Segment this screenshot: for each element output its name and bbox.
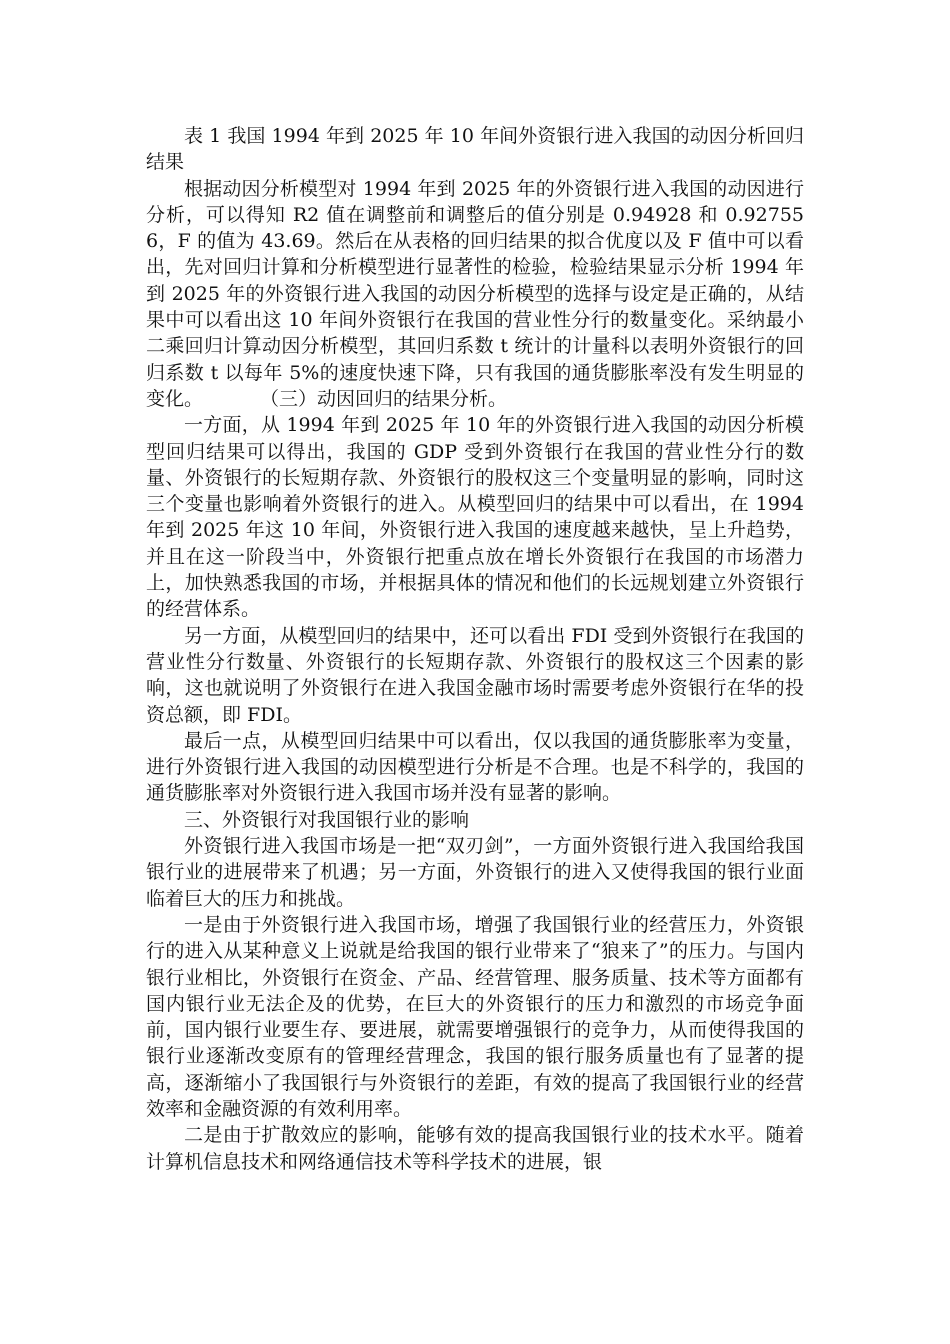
- paragraph-first-aspect: 一方面，从 1994 年到 2025 年 10 年的外资银行进入我国的动因分析模型回归结果可以得出，我国的 GDP 受到外资银行在我国的营业性分行的数量、外资银行的长短期存款、外资银行的股权这三个变量明显的影响，同时这三个变量也影响着外资银行的进入。从模型回归的结果中可以看出，在 1994 年到 2025 年这 10 年间，外资银行进入我国的速度越来越快，呈上升趋势，并且在这一阶段当中，外资银行把重点放在增长外资银行在我国的市场潜力上，加快熟悉我国的市场，并根据具体的情况和他们的长远规划建立外资银行的经营体系。: [146, 414, 804, 621]
- document-body: [146, 123, 804, 1175]
- paragraph-operating-pressure: 一是由于外资银行进入我国市场，增强了我国银行业的经营压力，外资银行的进入从某种意义上说就是给我国的银行业带来了“狼来了”的压力。与国内银行业相比，外资银行在资金、产品、经营管理、服务质量、技术等方面都有国内银行业无法企及的优势，在巨大的外资银行的压力和激烈的市场竞争面前，国内银行业要生存、要进展，就需要增强银行的竞争力，从而使得我国的银行业逐渐改变原有的管理经营理念，我国的银行服务质量也有了显著的提高，逐渐缩小了我国银行与外资银行的差距，有效的提高了我国银行业的经营效率和金融资源的有效利用率。: [146, 913, 804, 1120]
- table-caption: 表 1 我国 1994 年到 2025 年 10 年间外资银行进入我国的动因分析回归结果: [146, 125, 804, 174]
- paragraph-double-edged-sword: 外资银行进入我国市场是一把“双刃剑”，一方面外资银行进入我国给我国银行业的进展带来了机遇；另一方面，外资银行的进入又使得我国的银行业面临着巨大的压力和挑战。: [146, 835, 804, 910]
- paragraph-regression-analysis: 根据动因分析模型对 1994 年到 2025 年的外资银行进入我国的动因进行分析，可以得知 R2 值在调整前和调整后的值分别是 0.94928 和 0.927556，F 的值为 43.69。然后在从表格的回归结果的拟合优度以及 F 值中可以看出，先对回归计算和分析模型进行显著性的检验，检验结果显示分析 1994 年到 2025 年的外资银行进入我国的动因分析模型的选择与设定是正确的，从结果中可以看出这 10 年间外资银行在我国的营业性分行的数量变化。采纳最小二乘回归计算动因分析模型，其回归系数 t 统计的计量科以表明外资银行的回归系数 t 以每年 5%的速度快速下降，只有我国的通货膨胀率没有发生明显的变化。 （三）动因回归的结果分析。: [146, 177, 804, 410]
- paragraph-second-aspect: 另一方面，从模型回归的结果中，还可以看出 FDI 受到外资银行在我国的营业性分行数量、外资银行的长短期存款、外资银行的股权这三个因素的影响，这也就说明了外资银行在进入我国金融市场时需要考虑外资银行在华的投资总额，即 FDI。: [146, 624, 804, 726]
- paragraph-last-point: 最后一点，从模型回归结果中可以看出，仅以我国的通货膨胀率为变量，进行外资银行进入我国的动因模型进行分析是不合理。也是不科学的，我国的通货膨胀率对外资银行进入我国市场并没有显著的影响。: [146, 729, 804, 805]
- paragraph-diffusion-effect: 二是由于扩散效应的影响，能够有效的提高我国银行业的技术水平。随着计算机信息技术和网络通信技术等科学技术的进展，银: [146, 1124, 804, 1173]
- section-heading: 三、外资银行对我国银行业的影响: [184, 808, 470, 831]
